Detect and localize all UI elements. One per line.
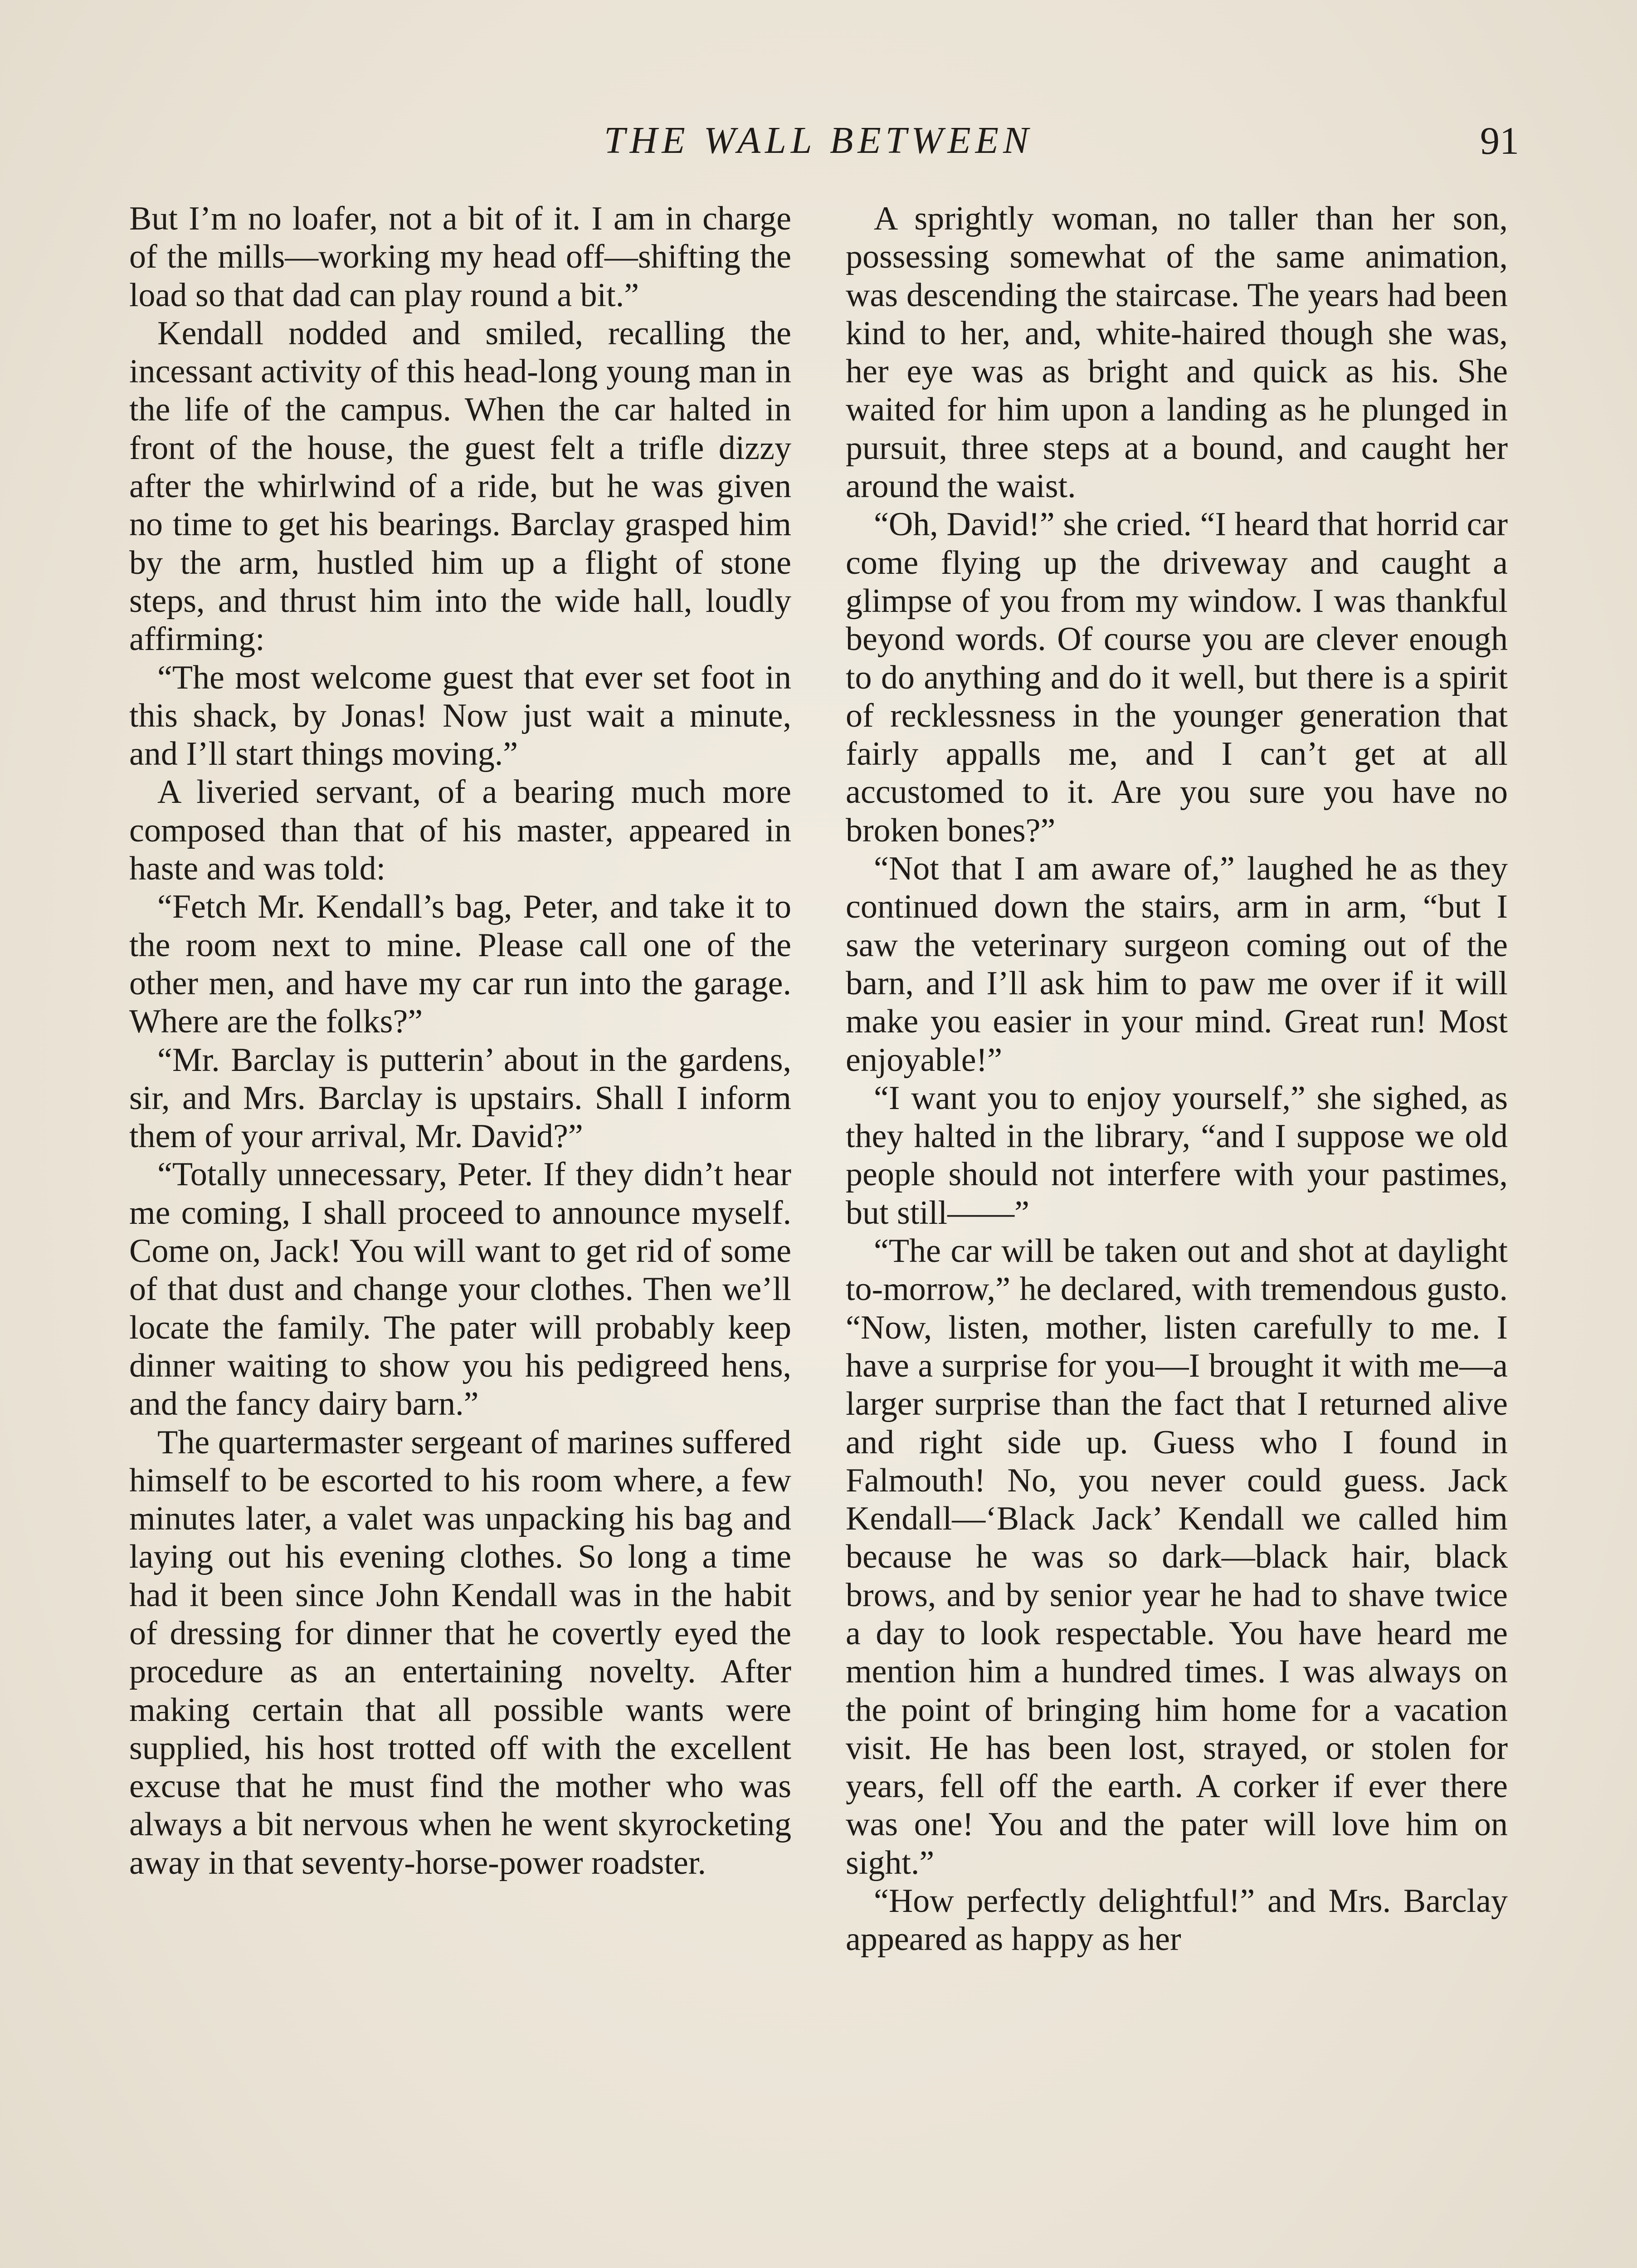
paragraph: A sprightly woman, no taller than her son, possessing somewhat of the same animation, was descending the staircase. The years had been kind to her, and, white-haired though she was, her eye was as bright and quick as his. She waited for him upon a landing as he plunged in pursuit, three steps at a bound, and caught her around the waist. (846, 200, 1508, 505)
running-title: THE WALL BETWEEN (604, 119, 1033, 161)
paragraph: “Oh, David!” she cried. “I heard that horrid car come flying up the driveway and caught a glimpse of you from my window. I was thankful beyond words. Of course you are clever enough to do anything and do it well, but there is a spirit of recklessness in the younger generation that fairly appalls me, and I can’t get at all accustomed to it. Are you sure you have no broken bones?” (846, 506, 1508, 849)
paragraph: But I’m no loafer, not a bit of it. I am in charge of the mills—working my head off—shifting the load so that dad can play round a bit.” (129, 200, 791, 314)
paragraph: A liveried servant, of a bearing much more composed than that of his master, appeared in haste and was told: (129, 773, 791, 888)
paragraph: “Fetch Mr. Kendall’s bag, Peter, and take it to the room next to mine. Please call one of the other men, and have my car run into the garage. Where are the folks?” (129, 888, 791, 1041)
right-column (846, 200, 1508, 2268)
paragraph: The quartermaster sergeant of marines suffered himself to be escorted to his room where, a few minutes later, a valet was unpacking his bag and laying out his evening clothes. So long a time had it been since John Kendall was in the habit of dressing for dinner that he covertly eyed the procedure as an entertaining novelty. After making certain that all possible wants were supplied, his host trotted off with the excellent excuse that he must find the mother who was always a bit nervous when he went skyrocketing away in that seventy-horse-power roadster. (129, 1423, 791, 1882)
paragraph: “How perfectly delightful!” and Mrs. Barclay appeared as happy as her (846, 1882, 1508, 1958)
paragraph: “The car will be taken out and shot at daylight to-morrow,” he declared, with tremendous gusto. “Now, listen, mother, listen carefully to me. I have a surprise for you—I brought it with me—a larger surprise than the fact that I returned alive and right side up. Guess who I found in Falmouth! No, you never could guess. Jack Kendall—‘Black Jack’ Kendall we called him because he was so dark—black hair, black brows, and by senior year he had to shave twice a day to look respectable. You have heard me mention him a hundred times. I was always on the point of bringing him home for a vacation visit. He has been lost, strayed, or stolen for years, fell off the earth. A corker if ever there was one! You and the pater will love him on sight.” (846, 1232, 1508, 1882)
paragraph: “The most welcome guest that ever set foot in this shack, by Jonas! Now just wait a minute, and I’ll start things moving.” (129, 659, 791, 773)
paragraph: “Not that I am aware of,” laughed he as they continued down the stairs, arm in arm, “but I saw the veterinary surgeon coming out of the barn, and I’ll ask him to paw me over if it will make you easier in your mind. Great run! Most enjoyable!” (846, 850, 1508, 1079)
page-header (118, 116, 1519, 166)
left-column (129, 200, 791, 2268)
text-columns (129, 200, 1508, 2268)
page-number: 91 (1480, 119, 1519, 162)
paragraph: “Mr. Barclay is putterin’ about in the gardens, sir, and Mrs. Barclay is upstairs. Shall I inform them of your arrival, Mr. David?” (129, 1041, 791, 1155)
paragraph: “I want you to enjoy yourself,” she sighed, as they halted in the library, “and I suppose we old people should not interfere with your pastimes, but still——” (846, 1079, 1508, 1232)
paragraph: “Totally unnecessary, Peter. If they didn’t hear me coming, I shall proceed to announce myself. Come on, Jack! You will want to get rid of some of that dust and change your clothes. Then we’ll locate the family. The pater will probably keep dinner waiting to show you his pedigreed hens, and the fancy dairy barn.” (129, 1156, 791, 1423)
paragraph: Kendall nodded and smiled, recalling the incessant activity of this head-long young man in the life of the campus. When the car halted in front of the house, the guest felt a trifle dizzy after the whirlwind of a ride, but he was given no time to get his bearings. Barclay grasped him by the arm, hustled him up a flight of stone steps, and thrust him into the wide hall, loudly affirming: (129, 314, 791, 658)
